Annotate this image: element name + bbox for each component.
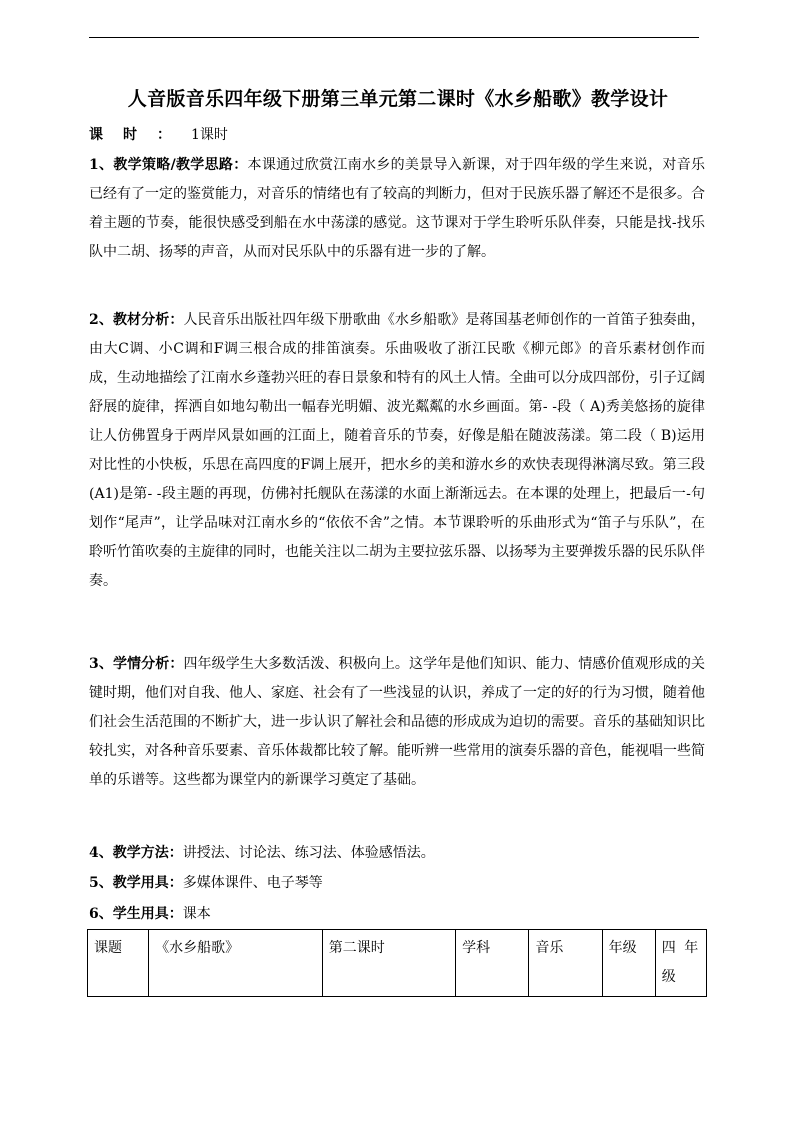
table-cell-grade-label: 年级 bbox=[602, 930, 655, 997]
section-teaching-methods bbox=[89, 842, 435, 862]
lesson-info-table bbox=[87, 929, 707, 997]
section-text: 四年级学生大多数活泼、积极向上。这学年是他们知识、能力、情感价值观形成的关键时期，他们对自我、他人、家庭、社会有了一些浅显的认识，养成了一定的好的行为习惯，随着他们社会生活范围的不断扩大，进一步认识了解社会和品德的形成成为迫切的需要。音乐的基础知识比较扎实，对各种音乐要素、音乐体裁都比较了解。能听辨一些常用的演奏乐器的音色，能视唱一些简单的乐谱等。这些都为课堂内的新课学习奠定了基础。 bbox=[89, 656, 705, 788]
section-text: 人民音乐出版社四年级下册歌曲《水乡船歌》是蒋国基老师创作的一首笛子独奏曲，由大C调、小C调和F调三根合成的排笛演奏。乐曲吸收了浙江民歌《柳元郎》的音乐素材创作而成，生动地描绘了江南水乡蓬勃兴旺的春日景象和特有的风土人情。全曲可以分成四部份，引子辽阔舒展的旋律，挥洒自如地勾勒出一幅春光明媚、波光粼粼的水乡画面。第- -段（ A)秀美悠扬的旋律让人仿佛置身于两岸风景如画的江面上，随着音乐的节奏，好像是船在随波荡漾。第二段（ B)运用对比性的小快板，乐思在高四度的F调上展开，把水乡的美和游水乡的欢快表现得淋漓尽致。第三段(A1)是第- -段主题的再现，仿佛衬托舰队在荡漾的水面上渐渐远去。在本课的处理上，把最后一-句划作“尾声”，让学品味对江南水乡的“依依不舍”之情。本节课聆听的乐曲形式为“笛子与乐队”，在聆听竹笛吹奏的主旋律的同时，也能关注以二胡为主要拉弦乐器、以扬琴为主要弹拨乐器的民乐队伴奏。 bbox=[89, 312, 705, 589]
section-teaching-strategy bbox=[89, 151, 705, 267]
section-heading: 3、学情分析： bbox=[89, 656, 184, 672]
section-student-analysis bbox=[89, 650, 705, 795]
section-student-tools bbox=[89, 903, 211, 923]
class-period bbox=[89, 124, 228, 144]
table-row bbox=[88, 930, 707, 997]
table-cell-subject: 《水乡船歌》 bbox=[149, 930, 323, 997]
section-heading: 2、教材分析： bbox=[89, 312, 184, 328]
section-text: 讲授法、讨论法、练习法、体验感悟法。 bbox=[182, 845, 435, 861]
table-cell-grade: 四 年级 bbox=[655, 930, 706, 997]
section-heading: 5、教学用具： bbox=[89, 875, 183, 891]
header-rule bbox=[89, 37, 699, 38]
section-text: 课本 bbox=[182, 906, 211, 922]
section-material-analysis bbox=[89, 306, 705, 596]
table-cell-subject-label: 课题 bbox=[88, 930, 149, 997]
section-heading: 4、教学方法： bbox=[89, 845, 183, 861]
section-heading: 6、学生用具： bbox=[89, 906, 183, 922]
table-cell-discipline: 音乐 bbox=[529, 930, 602, 997]
class-period-label: 课时： bbox=[89, 127, 191, 143]
section-text: 多媒体课件、电子琴等 bbox=[182, 875, 323, 891]
page-title: 人音版音乐四年级下册第三单元第二课时《水乡船歌》教学设计 bbox=[127, 88, 669, 110]
section-text: 本课通过欣赏江南水乡的美景导入新课，对于四年级的学生来说，对音乐已经有了一定的鉴赏能力，对音乐的情绪也有了较高的判断力，但对于民族乐器了解还不是很多。合着主题的节奏，能很快感受到船在水中荡漾的感觉。这节课对于学生聆听乐队伴奏，只能是找-找乐队中二胡、扬琴的声音，从而对民乐队中的乐器有进一步的了解。 bbox=[89, 157, 706, 260]
section-heading: 1、教学策略/教学思路： bbox=[89, 157, 248, 173]
table-cell-discipline-label: 学科 bbox=[456, 930, 529, 997]
class-period-value: 1课时 bbox=[191, 127, 228, 143]
section-teaching-tools bbox=[89, 872, 323, 892]
table-cell-period: 第二课时 bbox=[322, 930, 455, 997]
